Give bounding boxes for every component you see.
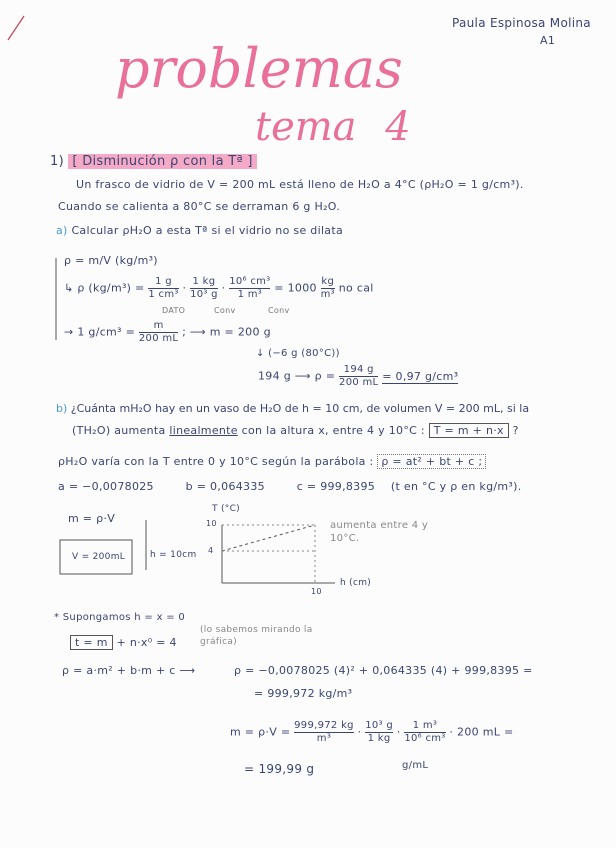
den: 1 kg	[367, 733, 391, 744]
text: ρH₂O varía con la T entre 0 y 10°C según la parábola :	[58, 455, 374, 468]
graph-x-tick: 10	[311, 587, 322, 596]
question-b-text: ¿Cuánta mH₂O hay en un vaso de H₂O de h = 10 cm, de volumen V = 200 mL, si la	[70, 402, 530, 415]
parabola-formula-box: ρ = at² + bt + c ;	[377, 454, 486, 469]
fraction	[294, 720, 354, 745]
graph-line	[222, 525, 315, 551]
mass-end: · 200 mL =	[449, 725, 514, 739]
linear-formula-box: T = m + n·x	[429, 423, 509, 438]
diagram-formula: m = ρ·V	[68, 512, 116, 525]
units-note: (t en °C y ρ en kg/m³).	[390, 480, 522, 493]
mass-lhs: → 1 g/cm³ =	[64, 325, 136, 339]
den: 10⁶ cm³	[404, 733, 446, 744]
subscript-dato: DATO	[162, 306, 186, 315]
num: m	[139, 320, 178, 333]
fraction	[321, 276, 335, 301]
intercept-box: t = m	[70, 635, 113, 650]
title-line2	[255, 104, 411, 150]
density-result	[258, 364, 458, 389]
unit-note: g/mL	[402, 760, 429, 771]
spill-note: ↓ (−6 g (80°C))	[256, 348, 340, 359]
conversion-lhs: ↳ ρ (kg/m³) =	[64, 281, 145, 295]
constant-a: a = −0,0078025	[58, 480, 154, 493]
highlighted-topic: [ Disminución ρ con la Tª ]	[68, 154, 256, 169]
result-value: = 0,97 g/cm³	[382, 369, 459, 383]
statement-line-2: Cuando se calienta a 80°C se derraman 6 g H₂O.	[58, 200, 341, 213]
den: 10³ g	[190, 289, 218, 300]
assumption: * Supongamos h = x = 0	[54, 612, 186, 623]
assumption-note: (lo sabemos mirando la gráfica)	[200, 625, 313, 647]
statement-line-1: Un frasco de vidrio de V = 200 mL está lleno de H₂O a 4°C (ρH₂O = 1 g/cm³).	[76, 178, 524, 191]
question-b-label: b)	[56, 402, 68, 415]
graph-note: aumenta entre 4 y 10°C.	[330, 520, 429, 544]
den: 200 mL	[138, 333, 179, 344]
text: con la altura x, entre 4 y 10°C :	[241, 424, 425, 437]
den: 200 mL	[339, 377, 379, 388]
margin-mark	[8, 16, 24, 40]
title-line1: problemas	[115, 37, 403, 100]
author-name: Paula Espinosa Molina	[452, 16, 591, 30]
subscript-conv: Conv	[268, 306, 290, 315]
text: + n·x⁰ = 4	[116, 636, 177, 649]
num: 194 g	[339, 364, 378, 377]
diagram-height: h = 10cm	[150, 550, 197, 560]
question-a	[56, 224, 343, 238]
den: 1 m³	[237, 289, 263, 300]
density-value: = 999,972 kg/m³	[254, 687, 353, 700]
title-number: 4	[385, 104, 411, 150]
conversion-note: no cal	[338, 281, 374, 295]
fraction	[190, 276, 218, 301]
num: 999,972 kg	[294, 720, 354, 731]
text: (TH₂O) aumenta	[72, 424, 166, 437]
title-word: tema	[255, 104, 357, 150]
fraction	[365, 720, 393, 745]
num: 1 kg	[190, 276, 218, 289]
assumption-formula	[70, 636, 177, 650]
num: 10⁶ cm³	[229, 276, 271, 287]
problem-number: 1)	[50, 154, 64, 169]
mass-result: = 199,99 g	[244, 762, 315, 776]
conversion-eq: = 1000	[274, 281, 317, 295]
density-substitution: ρ = −0,0078025 (4)² + 0,064335 (4) + 999,8395 =	[234, 664, 533, 677]
constants-line	[58, 480, 522, 494]
num: 1 m³	[404, 720, 445, 733]
mass-calc	[64, 320, 271, 345]
subscript-conv: Conv	[214, 306, 236, 315]
group-label: A1	[540, 34, 556, 47]
unit-conversion: ↳ ρ (kg/m³) = $\frac{1 g}{\text{1 cm³}}$ · $\frac{1 kg}{\text{10³ g}}$ · $\frac{\text{10⁶ cm³}}{\text{1 m³}}$ = 1000 $\frac{kg}{\text{m³}}$ no cal	[64, 276, 374, 300]
num: 10³ g	[365, 720, 393, 731]
problem-1-heading	[50, 154, 257, 170]
question-a-label: a)	[56, 224, 68, 237]
fraction	[229, 276, 270, 301]
constant-c: c = 999,8395	[296, 480, 376, 493]
text: linealmente	[169, 424, 238, 437]
graph-x-label: h (cm)	[340, 578, 372, 588]
question-b-line3	[58, 455, 486, 469]
fraction	[139, 320, 178, 345]
num: 1 g	[148, 276, 178, 289]
question-a-text: Calcular ρH₂O a esta Tª si el vidrio no se dilata	[71, 224, 343, 237]
mass-lhs: m = ρ·V =	[230, 725, 291, 739]
text: ?	[512, 424, 519, 437]
fraction	[148, 276, 178, 301]
density-formula: ρ = m/V (kg/m³)	[64, 254, 158, 267]
mass-rhs: ; ⟶ m = 200 g	[182, 325, 271, 339]
density-general: ρ = a·m² + b·m + c ⟶	[62, 664, 196, 677]
constant-b: b = 0,064335	[185, 480, 265, 493]
result-lhs: 194 g ⟶ ρ =	[258, 369, 336, 383]
num: kg	[321, 276, 335, 287]
mass-formula: m = ρ·V = $\frac{999,972 kg}{\text{m³}}$ · $\frac{\text{10³ g}}{1 kg}$ · $\frac{\text{1 m³}}{\text{10⁶ cm³}}$ · 200 mL =	[230, 720, 514, 744]
diagram-volume: V = 200mL	[72, 552, 126, 562]
graph-y-label: T (°C)	[212, 504, 240, 514]
den: m³	[320, 289, 335, 300]
den: 1 cm³	[148, 289, 179, 300]
question-b-line1	[56, 402, 529, 416]
graph-y-tick: 10	[206, 519, 217, 528]
den: m³	[316, 733, 332, 744]
fraction	[404, 720, 445, 745]
fraction	[339, 364, 378, 389]
question-b-line2	[72, 424, 519, 438]
graph-y-tick: 4	[208, 546, 214, 555]
